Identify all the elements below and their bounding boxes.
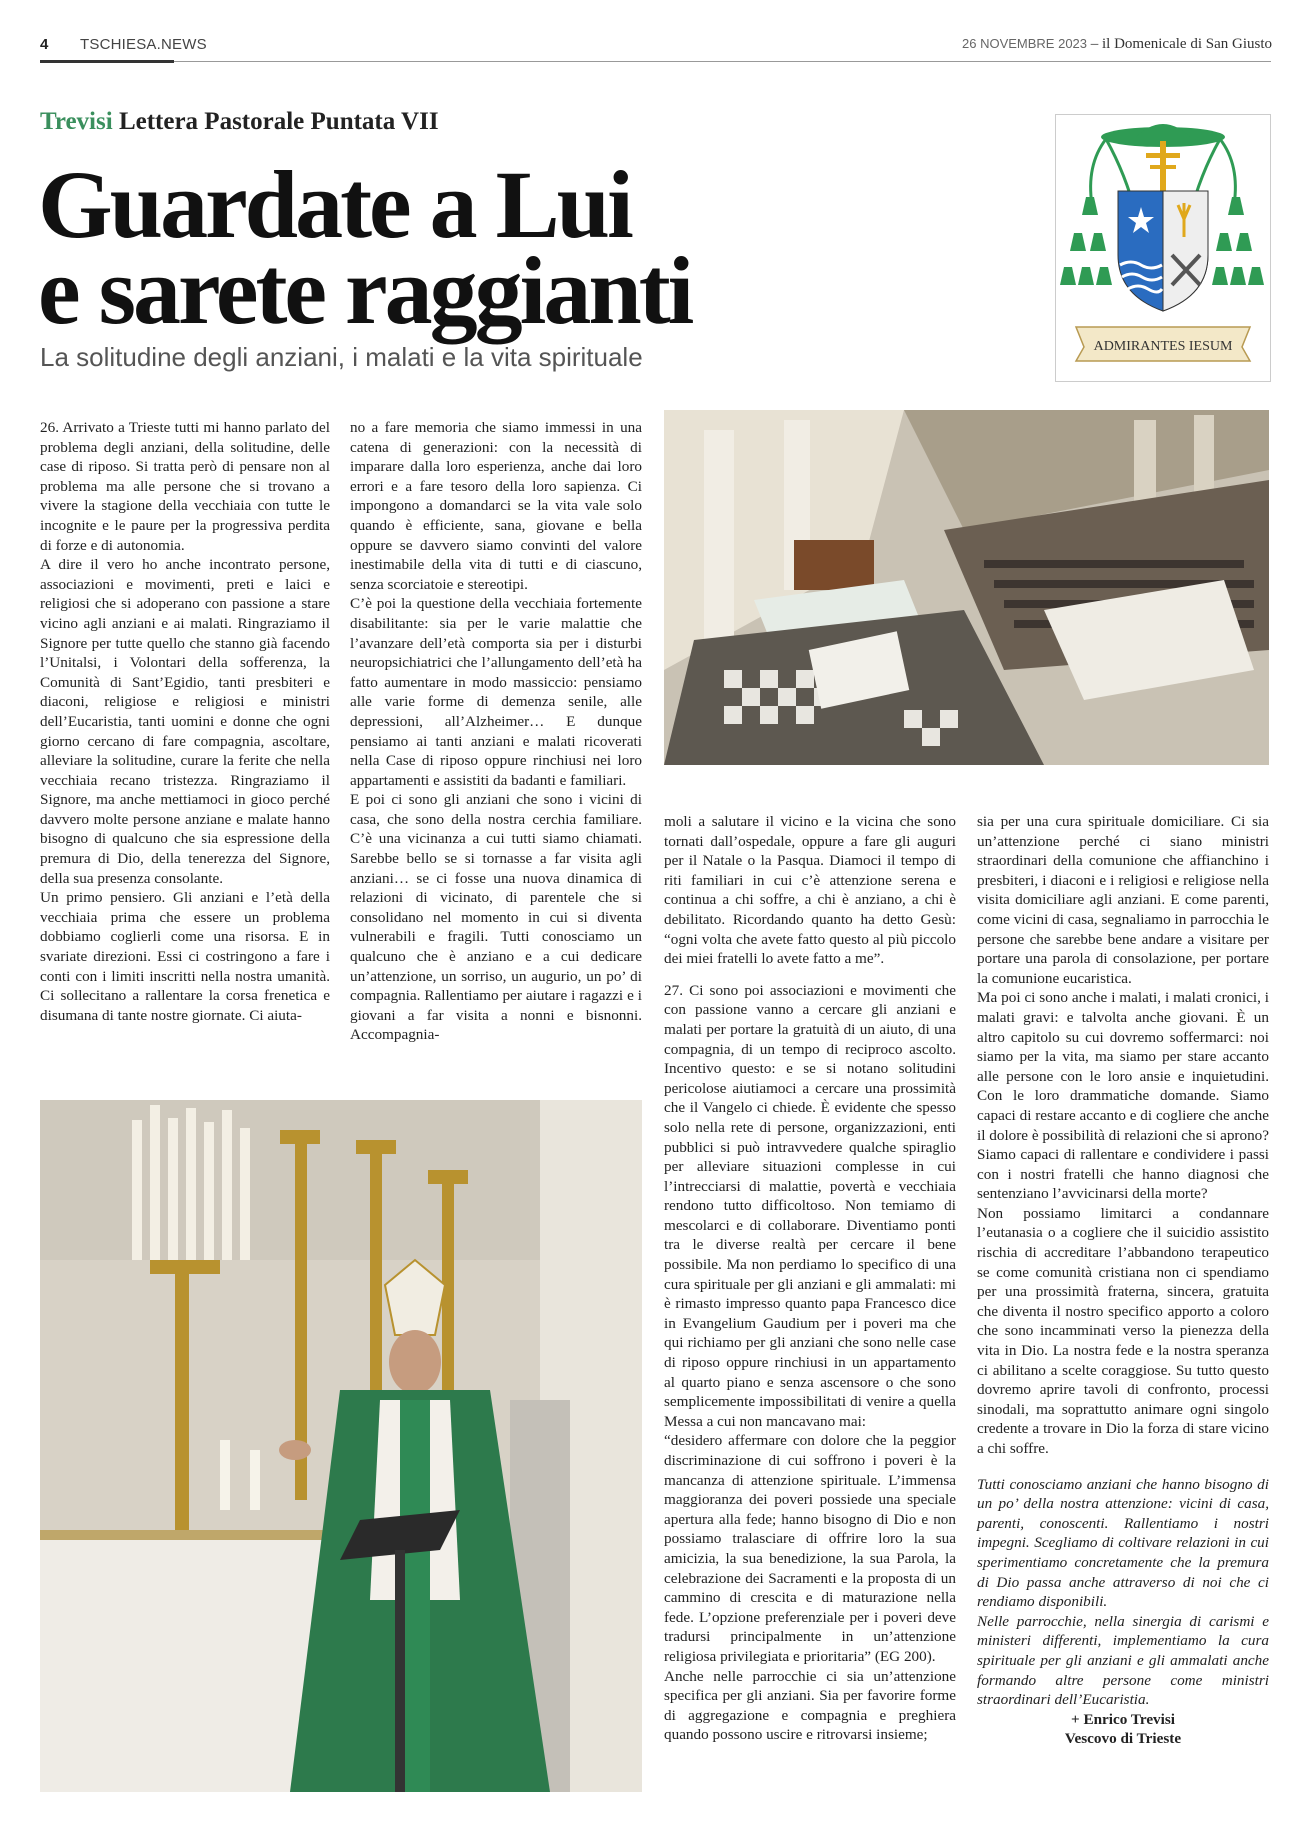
- paragraph: Anche nelle parrocchie ci sia un’attenzione specifica per gli anziani. Sia per favorire forme di aggregazione e compagnia e preghiera quando possono uscire e ritrovarsi insieme;: [664, 1667, 956, 1744]
- paragraph: moli a salutare il vicino e la vicina che sono tornati dall’ospedale, oppure a fare gli auguri per il Natale o la Pasqua. Diamoci il tempo di riti familiari in cui c’è attenzione serena e continua a chi soffre, a chi è anziano, a chi è debilitato. Ricordando quanto ha detto Gesù: “ogni volta che avete fatto questo al più piccolo dei miei fratelli lo avete fatto a me”.: [664, 813, 956, 968]
- article-column-1: [40, 418, 330, 1025]
- subheadline: La solitudine degli anziani, i malati e la vita spirituale: [40, 342, 643, 372]
- paragraph: “desidero affermare con dolore che la peggior discriminazione di cui soffrono i poveri è la mancanza di attenzione spirituale. L’immensa maggioranza dei poveri possiede una speciale apertura alla fede; hanno bisogno di Dio e non possiamo tralasciare di offrire loro la sua amicizia, la sua benedizione, la sua Parola, la celebrazione dei Sacramenti e la proposta di un cammino di crescita e di maturazione nella fede. L’opzione preferenziale per i poveri deve tradursi principalmente in un’attenzione religiosa privilegiata e prioritaria” (EG 200).: [664, 1432, 956, 1665]
- bishop-preaching-photo: [40, 1100, 642, 1792]
- article-column-4: [977, 812, 1269, 1749]
- header-rule: [40, 61, 1271, 62]
- kicker: [40, 108, 439, 136]
- paragraph: Ma poi ci sono anche i malati, i malati cronici, i malati gravi: e talvolta anche giovani. È un altro capitolo su cui dovremo soffermarci: noi siamo per la vita, ma siamo per stare accanto alle persone con le loro ansie e inquietudini. Con le loro drammatiche domande. Siamo capaci di restare accanto e di cogliere che anche il dolore è possibilità di relazioni che si aprono? Siamo capaci di rallentare e condividere i passi con i nostri fratelli che hanno diagnosi che sentenziano l’avvicinarsi della morte?: [977, 989, 1269, 1203]
- paragraph: Un primo pensiero. Gli anziani e l’età della vecchiaia prima che essere un problema dobbiamo coglierli come una risorsa. E in svariate direzioni. Essi ci costringono a fare i conti con i limiti inscritti nella nostra umanità. Ci sollecitano a rallentare la corsa frenetica e disumana di tante nostre giornate. Ci aiuta-: [40, 889, 330, 1024]
- signature-name: + Enrico Trevisi: [1071, 1710, 1175, 1728]
- signature-role: Vescovo di Trieste: [1064, 1730, 1182, 1748]
- date-separator: –: [1090, 36, 1099, 52]
- crest-motto: ADMIRANTES IESUM: [1093, 339, 1233, 354]
- kicker-place: Trevisi: [40, 108, 113, 135]
- kicker-series: Lettera Pastorale Puntata VII: [118, 108, 439, 135]
- page-number: 4: [40, 36, 49, 53]
- paragraph: 26. Arrivato a Trieste tutti mi hanno parlato del problema degli anziani, della solitudine, delle case di riposo. Si tratta però di pensare non al problema ma alle persone che si trovano a vivere la stagione della vecchiaia con tutte le incognite e le paure per la progressiva perdita di forze e di autonomia.: [40, 419, 330, 554]
- issue-date-text: 26 NOVEMBRE 2023: [962, 36, 1088, 51]
- headline: [38, 151, 692, 344]
- coat-of-arms: [1055, 114, 1271, 382]
- closing-paragraph: Tutti conosciamo anziani che hanno bisogno di un po’ della nostra attenzione: vicini di casa, parenti, conoscenti. Rallentiamo i nostri impegni. Scegliamo di coltivare relazioni in cui sperimentiamo concretamente che la premura di Dio passa anche attraverso di noi che ci rendiamo disponibili.: [977, 1475, 1269, 1611]
- publication-name: il Domenicale di San Giusto: [1102, 36, 1272, 52]
- site-name[interactable]: TSCHIESA.NEWS: [80, 36, 207, 53]
- header-rule-accent: [40, 60, 174, 63]
- bishop-coat-of-arms-icon: [1056, 115, 1270, 381]
- article-column-2: [350, 418, 642, 1045]
- issue-date: [962, 36, 1272, 53]
- paragraph: A dire il vero ho anche incontrato persone, associazioni e movimenti, preti e laici e religiosi che si adoperano con passione a stare vicino agli anziani e ai malati. Ringraziamo il Signore per tutte quello che stanno già facendo l’Unitalsi, i Volontari della sofferenza, la Comunità di Sant’Egidio, tanti presbiteri e diaconi, religiose e religiosi e ministri dell’Eucaristia, tanti uomini e donne che ogni giorno cercano di fare compagnia, ascoltare, alleviare la solitudine, curare la ferite che nella vecchiaia recano tristezza. Ringraziamo il Signore, ma anche mettiamoci in gioco perché davvero molte persone anziane e malate hanno bisogno di qualcuno che sia espressione della premura di Dio, della tenerezza del Signore, della sua presenza consolante.: [40, 556, 330, 887]
- closing-paragraph: Nelle parrocchie, nella sinergia di carismi e ministeri differenti, implementiamo la cura spirituale per gli anziani e gli ammalati anche formando altre persone come ministri straordinari dell’Eucaristia.: [977, 1612, 1269, 1709]
- headline-line-2: e sarete raggianti: [38, 237, 692, 344]
- paragraph: Non possiamo limitarci a condannare l’eutanasia o a cogliere che il suicidio assistito rischia di accreditare l’abbandono terapeutico se come comunità cristiana non ci spendiamo per una prossimità fraterna, sincera, gratuita che diventa il nostro specifico apporto a coloro che sono incamminati verso la pienezza della vita in Dio. La nostra fede e la nostra speranza ci abilitano a scelte coraggiose. Su tutto questo dovremo aprire tavoli di confronto, processi sinodali, ma soprattutto animare ogni singolo credente a trovare in Dio la forza di stare vicino a chi soffre.: [977, 1204, 1269, 1457]
- cathedral-interior-photo: [664, 410, 1269, 765]
- paragraph: sia per una cura spirituale domiciliare. Ci sia un’attenzione perché ci siano ministri straordinari della comunione che affianchino i presbiteri, i diaconi e i religiosi e religiose nella visita domiciliare agli anziani. E come parenti, come vicini di casa, segnaliamo in parrocchia le persone che sarebbe bene andare a visitare per portare una parola di consolazione, per portare la comunione eucaristica.: [977, 813, 1269, 987]
- paragraph: C’è poi la questione della vecchiaia fortemente disabilitante: sia per le varie malattie che l’avanzare dell’età comporta sia per i disturbi neuropsichiatrici che l’allungamento dell’età ha fatto aumentare in modo massiccio: pensiamo alle varie forme di demenza senile, alle depressioni, all’Alzheimer… E dunque pensiamo ai tanti anziani e malati ricoverati nella Case di riposo oppure rinchiusi nei loro appartamenti e assistiti da badanti e familiari.: [350, 595, 642, 789]
- paragraph: E poi ci sono gli anziani che sono i vicini di casa, che sono della nostra cerchia familiare. C’è una vicinanza a cui tutti siamo chiamati. Sarebbe bello se si tornasse a far visita agli anziani… se ci fosse una nuova dinamica di relazioni di vicinato, di parentele che si consolidano nel momento in cui si diventa vulnerabili e fragili. Tutti conosciamo un qualcuno che è anziano e a cui dedicare un’attenzione, un sorriso, un augurio, un po’ di compagnia. Rallentiamo per aiutare i ragazzi e i giovani a far visita a nonni e bisnonni. Accompagnia-: [350, 791, 642, 1044]
- article-column-3: [664, 812, 956, 1745]
- paragraph: no a fare memoria che siamo immessi in una catena di generazioni: con la necessità di imparare dalla loro esperienza, anche dai loro errori e a fare tesoro della loro sapienza. Ci impongono a domandarci se la vita vale solo quando è efficiente, sana, giovane e bella oppure se davvero siamo convinti del valore inestimabile della vita di tutti e di ciascuno, senza scorciatoie e stereotipi.: [350, 419, 642, 593]
- headline-line-1: Guardate a Lui: [38, 151, 631, 258]
- paragraph: 27. Ci sono poi associazioni e movimenti che con passione vanno a cercare gli anziani e malati per portare la gratuità di un aiuto, di una compagnia, di un tempo di reciproco ascolto. Incentivo questo: e se si notano solitudini pericolose aiutiamoci a cercare una prossimità che il Vangelo ci chiede. È evidente che spesso solo nella rete di persone, organizzazioni, enti pubblici si può intravvedere qualche spiraglio per alleviare situazioni complesse in cui l’intrecciarsi di malattie, povertà e vecchiaia rendono tutto difficoltoso. Non temiamo di mescolarci e di collaborare. Diventiamo ponti tra le diverse realtà per cercare il bene possibile. Ma non perdiamo lo specifico di una cura spirituale per gli anziani e gli ammalati: mi è rimasto impresso quanto papa Francesco dice in Evangelium Gaudium per i poveri ma che qui richiamo per gli anziani che sono nelle case di riposo oppure rinchiusi in un appartamento al quarto piano e senza ascensore o che sono semplicemente impossibilitati di venire a quella Messa a cui non mancavano mai:: [664, 981, 956, 1430]
